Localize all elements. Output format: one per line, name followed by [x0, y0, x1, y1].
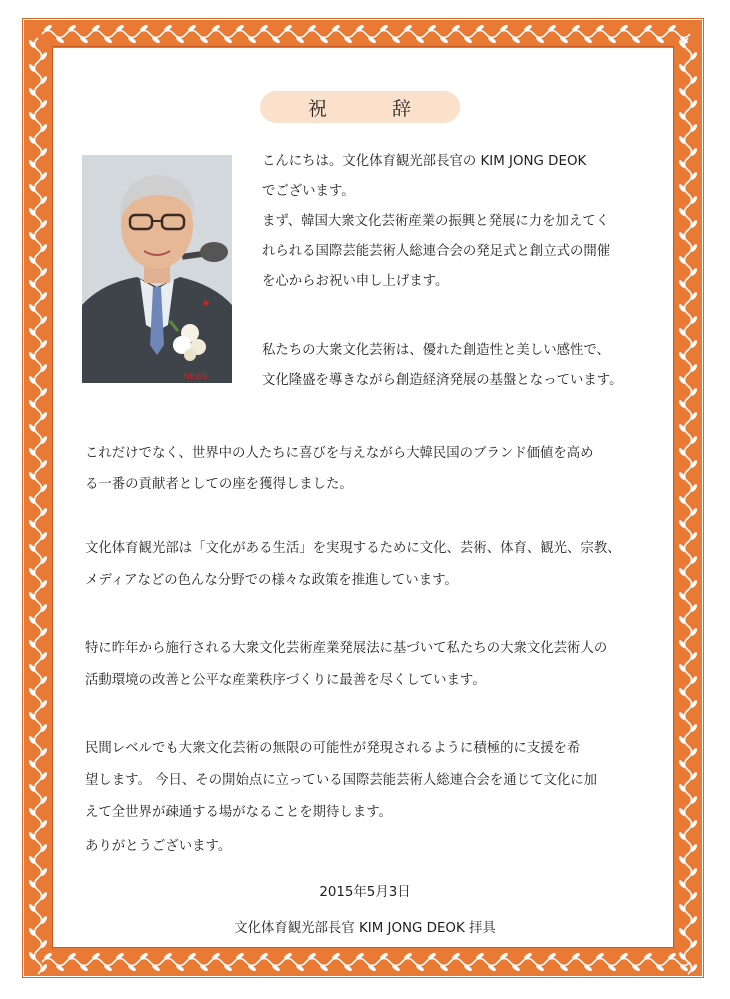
intro-line: を心からお祝い申し上げます。 — [262, 274, 449, 289]
portrait-image — [82, 155, 232, 383]
intro-line: こんにちは。文化体育観光部長官の KIM JONG DEOK — [262, 154, 587, 169]
intro-line: 私たちの大衆文化芸術は、優れた創造性と美しい感性で、 — [262, 343, 610, 358]
date-line: 2015年5月3日 — [319, 885, 411, 900]
body-line: 望します。 今日、その開始点に立っている国際芸能芸術人総連合会を通じて文化に加 — [85, 773, 598, 788]
body-line: 特に昨年から施行される大衆文化芸術産業発展法に基づいて私たちの大衆文化芸術人の — [85, 641, 608, 656]
body-line: これだけでなく、世界中の人たちに喜びを与えながら大韓民国のブランド価値を高め — [85, 446, 594, 461]
title-char-right: 辞 — [392, 97, 413, 120]
body-line: ありがとうございます。 — [85, 839, 232, 854]
body-line: メディアなどの色んな分野での様々な政策を推進しています。 — [85, 573, 458, 588]
title-banner — [260, 91, 460, 123]
minister-photo — [82, 155, 232, 383]
title-char-left: 祝 — [307, 97, 328, 120]
intro-line: れられる国際芸能芸術人総連合会の発足式と創立式の開催 — [262, 244, 611, 259]
intro-line: まず、韓国大衆文化芸術産業の振興と発展に力を加えてく — [262, 214, 610, 229]
body-line: 文化体育観光部は「文化がある生活」を実現するために文化、芸術、体育、観光、宗教、 — [85, 541, 621, 556]
body-line: 活動環境の改善と公平な産業秩序づくりに最善を尽くしています。 — [85, 673, 486, 688]
intro-line: 文化隆盛を導きながら創造経済発展の基盤となっています。 — [262, 373, 623, 388]
photo-watermark: NEWS — [184, 372, 208, 381]
signature-line: 文化体育観光部長官 KIM JONG DEOK 拝具 — [234, 921, 496, 936]
body-line: えて全世界が疎通する場がなることを期待します。 — [85, 805, 392, 820]
intro-line: でございます。 — [262, 184, 355, 199]
body-line: る一番の貢献者としての座を獲得しました。 — [85, 477, 353, 492]
body-line: 民間レベルでも大衆文化芸術の無限の可能性が発現されるように積極的に支援を希 — [85, 741, 581, 756]
